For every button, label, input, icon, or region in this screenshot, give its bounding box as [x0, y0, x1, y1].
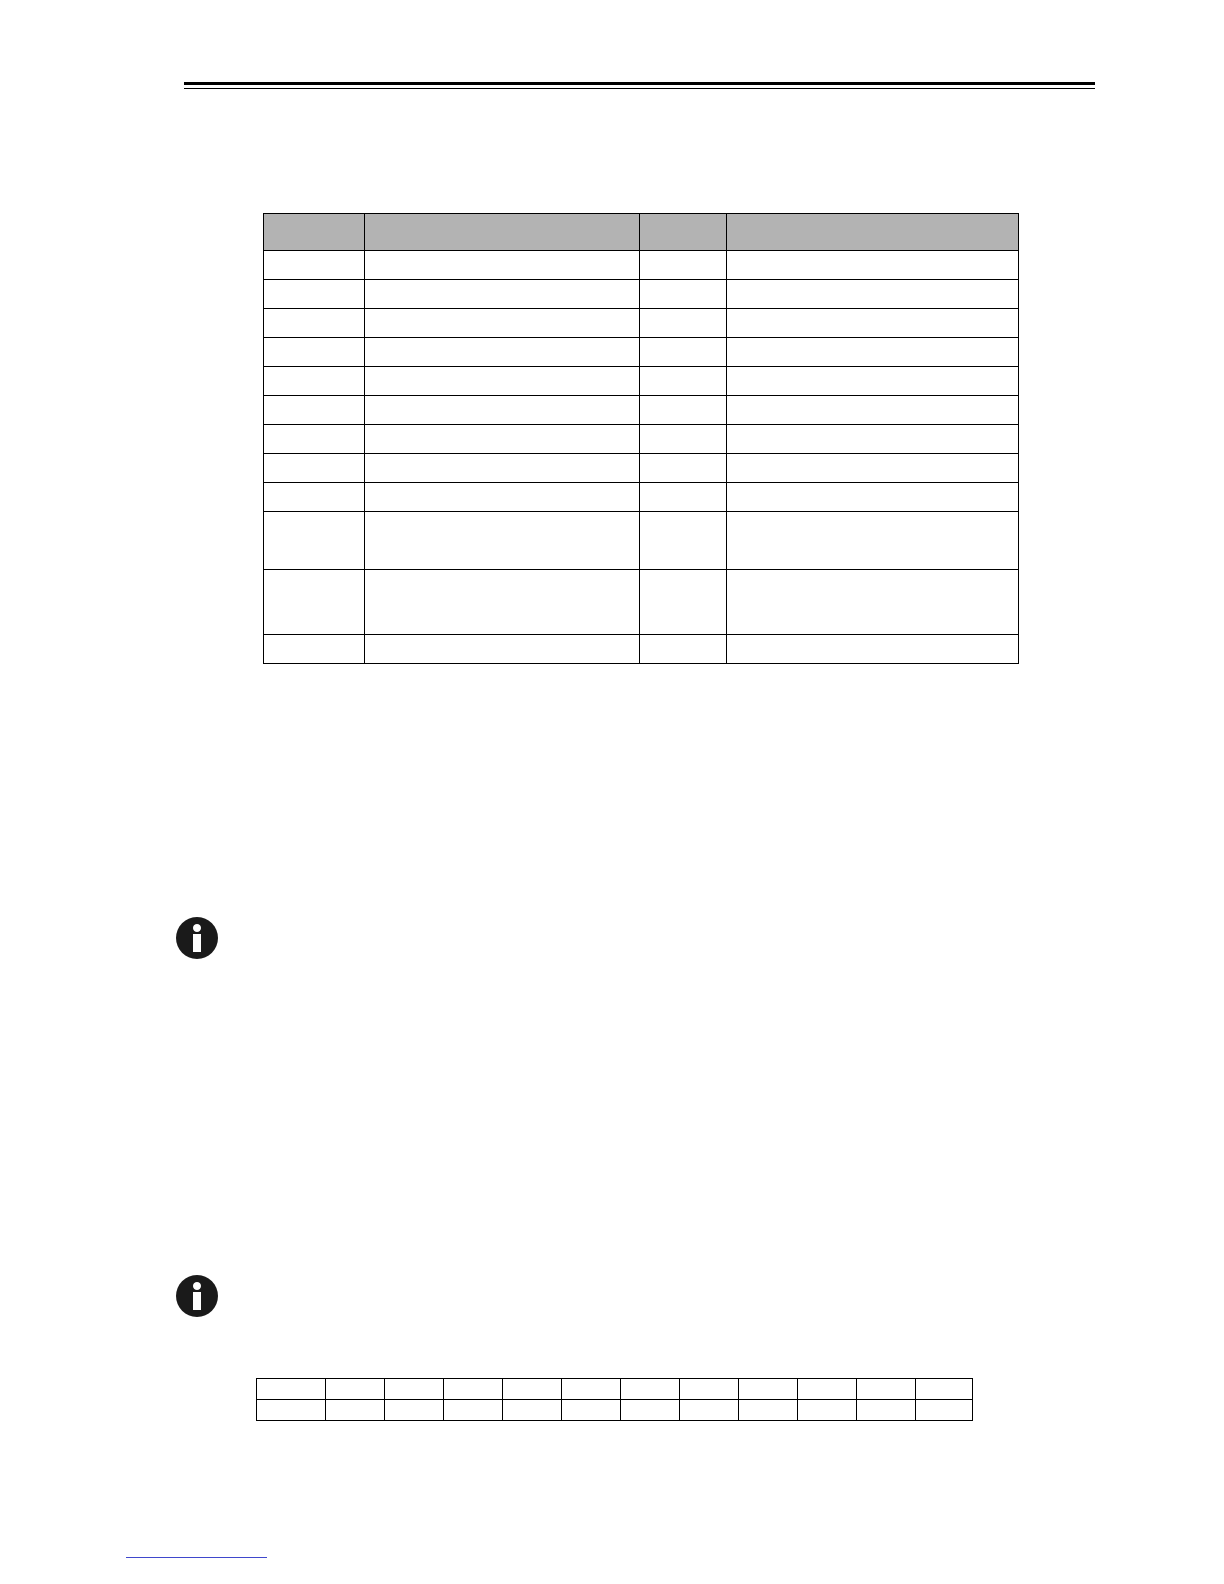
table-cell: [365, 483, 640, 512]
grid-row: [257, 1400, 973, 1421]
table-row: [264, 309, 1019, 338]
header-rule-thin: [184, 88, 1095, 89]
table-row: [264, 338, 1019, 367]
grid-cell: [562, 1400, 621, 1421]
grid-cell: [916, 1379, 973, 1400]
grid-cell: [326, 1400, 385, 1421]
table-cell: [264, 570, 365, 635]
grid-cell: [739, 1379, 798, 1400]
table-cell: [727, 454, 1019, 483]
grid-cell: [798, 1400, 857, 1421]
table-cell: [640, 338, 727, 367]
header-rule: [184, 82, 1095, 91]
table-cell: [365, 338, 640, 367]
table-cell: [365, 251, 640, 280]
table-header-cell: [640, 214, 727, 251]
grid-cell: [680, 1400, 739, 1421]
grid-cell: [621, 1379, 680, 1400]
header-rule-thick: [184, 82, 1095, 85]
table-cell: [727, 570, 1019, 635]
table-row: [264, 635, 1019, 664]
table-cell: [727, 367, 1019, 396]
table-cell: [727, 483, 1019, 512]
grid-cell: [385, 1400, 444, 1421]
table-cell: [365, 396, 640, 425]
table-cell: [727, 396, 1019, 425]
grid-cell: [257, 1379, 326, 1400]
table-cell: [365, 570, 640, 635]
table-cell: [640, 280, 727, 309]
table-cell: [640, 454, 727, 483]
table-cell: [727, 251, 1019, 280]
info-icon-stem: [193, 934, 201, 952]
table-cell: [365, 512, 640, 570]
table-cell: [264, 454, 365, 483]
grid-cell: [326, 1379, 385, 1400]
table-cell: [727, 635, 1019, 664]
table-cell: [640, 512, 727, 570]
info-icon: [176, 1275, 218, 1317]
grid-cell: [444, 1379, 503, 1400]
grid-cell: [503, 1400, 562, 1421]
table-cell: [640, 251, 727, 280]
table-cell: [365, 425, 640, 454]
table-cell: [640, 367, 727, 396]
table-cell: [727, 512, 1019, 570]
table-row: [264, 512, 1019, 570]
grid-cell: [257, 1400, 326, 1421]
grid-table: [256, 1378, 973, 1421]
table-row: [264, 570, 1019, 635]
table-header-cell: [365, 214, 640, 251]
grid-cell: [857, 1400, 916, 1421]
table-row: [264, 396, 1019, 425]
table-cell: [264, 425, 365, 454]
table-row: [264, 483, 1019, 512]
table-cell: [365, 280, 640, 309]
table-cell: [727, 280, 1019, 309]
info-icon-dot: [193, 1282, 201, 1290]
table-cell: [264, 367, 365, 396]
table-cell: [365, 454, 640, 483]
table-cell: [365, 635, 640, 664]
table-cell: [640, 570, 727, 635]
grid-cell: [562, 1379, 621, 1400]
footer-link-underline[interactable]: [126, 1557, 267, 1558]
table-cell: [640, 396, 727, 425]
table-cell: [264, 512, 365, 570]
grid-cell: [739, 1400, 798, 1421]
grid-cell: [621, 1400, 680, 1421]
table-cell: [365, 367, 640, 396]
info-icon-stem: [193, 1292, 201, 1310]
table-row: [264, 454, 1019, 483]
grid-cell: [916, 1400, 973, 1421]
table-cell: [727, 309, 1019, 338]
grid-cell: [798, 1379, 857, 1400]
table-cell: [640, 309, 727, 338]
table-cell: [264, 396, 365, 425]
grid-cell: [444, 1400, 503, 1421]
table-header-row: [264, 214, 1019, 251]
table-cell: [640, 425, 727, 454]
grid-cell: [385, 1379, 444, 1400]
grid-row: [257, 1379, 973, 1400]
table-cell: [640, 635, 727, 664]
table-header-cell: [727, 214, 1019, 251]
table-header-cell: [264, 214, 365, 251]
table-cell: [365, 309, 640, 338]
table-cell: [264, 635, 365, 664]
main-table: [263, 213, 1019, 664]
table-row: [264, 251, 1019, 280]
grid-cell: [503, 1379, 562, 1400]
info-icon: [176, 917, 218, 959]
info-icon-dot: [193, 924, 201, 932]
table-cell: [640, 483, 727, 512]
grid-cell: [857, 1379, 916, 1400]
table-row: [264, 367, 1019, 396]
table-row: [264, 280, 1019, 309]
table-cell: [727, 338, 1019, 367]
table-cell: [727, 425, 1019, 454]
table-cell: [264, 338, 365, 367]
grid-cell: [680, 1379, 739, 1400]
table-cell: [264, 309, 365, 338]
table-row: [264, 425, 1019, 454]
table-cell: [264, 280, 365, 309]
table-cell: [264, 251, 365, 280]
table-cell: [264, 483, 365, 512]
